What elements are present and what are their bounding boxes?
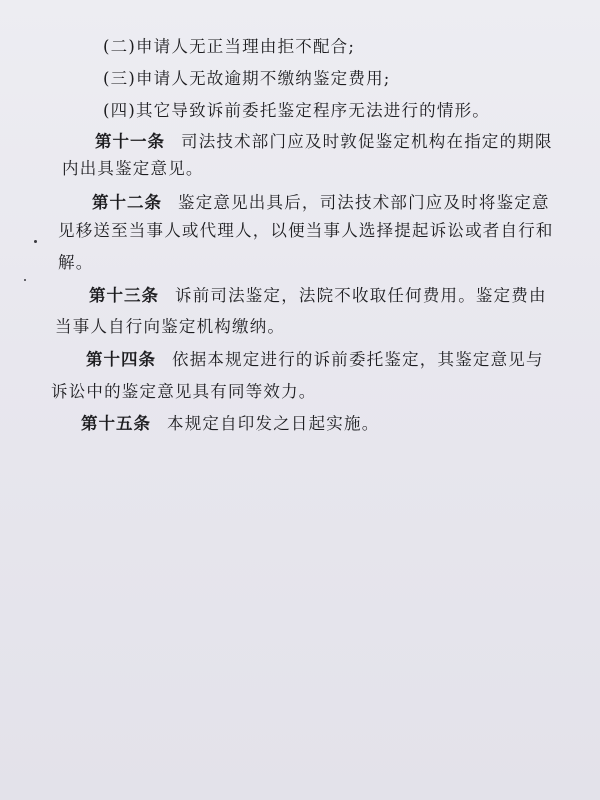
article-number: 第十一条	[95, 132, 165, 151]
article-text: 诉前司法鉴定，法院不收取任何费用。鉴定费由	[175, 286, 547, 305]
article-text: 诉讼中的鉴定意见具有同等效力。	[51, 382, 317, 401]
article-text: 当事人自行向鉴定机构缴纳。	[55, 317, 286, 336]
item-text: 申请人无故逾期不缴纳鉴定费用;	[135, 69, 391, 88]
article-paragraph	[92, 193, 550, 213]
item-label: (四)	[103, 101, 136, 120]
item-label: (二)	[103, 37, 136, 56]
article-text: 见移送至当事人或代理人，以便当事人选择提起诉讼或者自行和	[58, 221, 554, 240]
list-item	[103, 69, 391, 89]
list-item	[103, 101, 490, 121]
article-number: 第十三条	[89, 286, 159, 305]
article-paragraph	[81, 414, 379, 434]
article-text: 鉴定意见出具后，司法技术部门应及时将鉴定意	[178, 193, 550, 212]
article-text: 本规定自印发之日起实施。	[167, 414, 380, 433]
article-number: 第十五条	[81, 414, 151, 433]
article-text: 司法技术部门应及时敦促鉴定机构在指定的期限	[181, 132, 553, 151]
article-paragraph	[89, 286, 547, 306]
paper-speck	[24, 279, 26, 281]
article-paragraph	[86, 350, 544, 370]
article-continuation	[58, 253, 93, 273]
list-item	[103, 37, 355, 57]
article-continuation	[51, 382, 317, 402]
article-number: 第十二条	[92, 193, 162, 212]
article-text: 内出具鉴定意见。	[62, 159, 204, 178]
article-text: 解。	[58, 253, 94, 272]
paper-speck	[34, 240, 37, 243]
article-number: 第十四条	[86, 350, 156, 369]
article-paragraph	[95, 132, 553, 152]
article-text: 依据本规定进行的诉前委托鉴定，其鉴定意见与	[172, 350, 544, 369]
item-label: (三)	[103, 69, 136, 88]
article-continuation	[58, 221, 554, 241]
article-continuation	[62, 159, 204, 179]
item-text: 申请人无正当理由拒不配合;	[135, 37, 356, 56]
item-text: 其它导致诉前委托鉴定程序无法进行的情形。	[135, 101, 490, 120]
article-continuation	[55, 317, 285, 337]
